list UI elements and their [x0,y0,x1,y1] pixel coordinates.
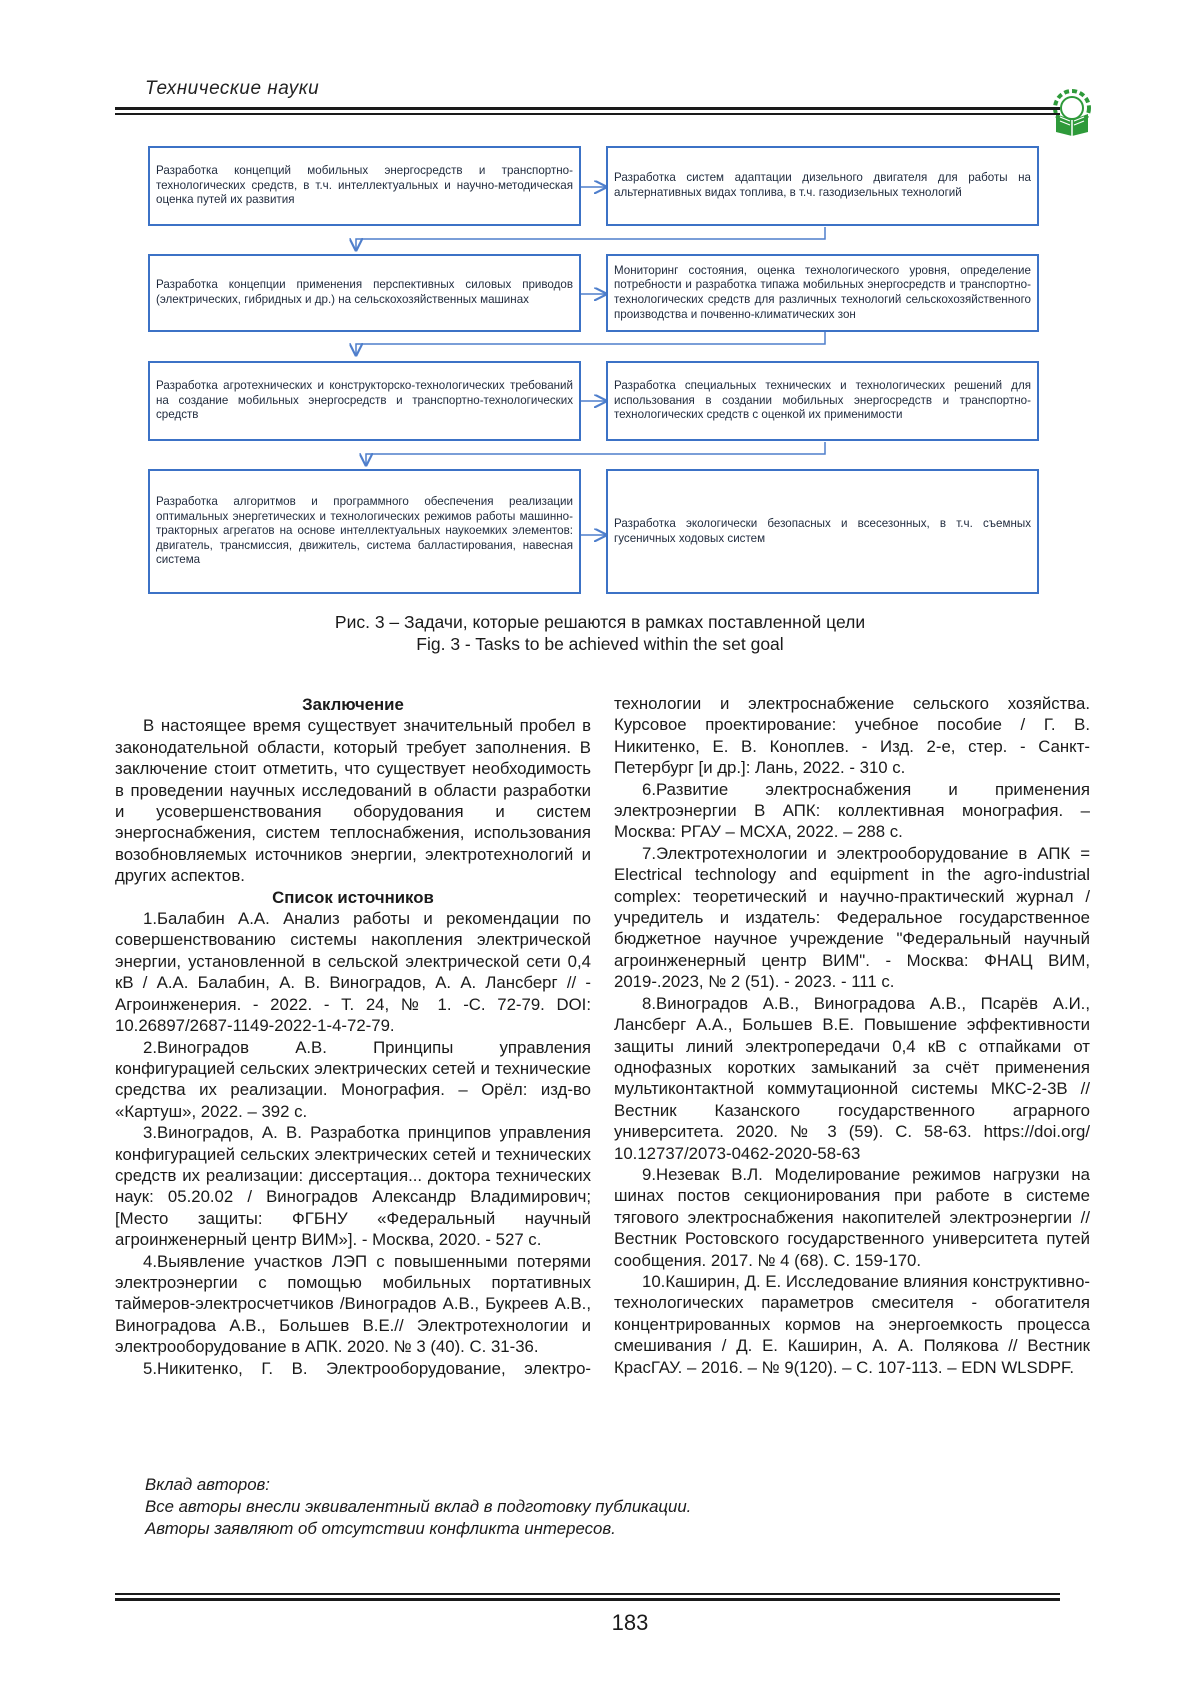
tasks-diagram [0,0,1200,620]
reference-item-5-end: технологии и электроснабжение сельского хозяйства. Курсовое проектирование: учебное пособие / Г. В. Никитенко, Е. В. Коноплев. - Изд. 2-е, стер. - Санкт-Петербург [и др.]: Лань, 2022. - 310 с. [614,694,1090,778]
connector-down-3 [366,442,825,465]
contribution-line-1: Все авторы внесли эквивалентный вклад в подготовку публикации. [145,1497,692,1516]
contribution-heading: Вклад авторов: [145,1475,270,1494]
figure-caption-ru: Рис. 3 – Задачи, которые решаются в рамках поставленной цели [334,612,866,632]
reference-item-8: 8.Виноградов А.В., Виноградова А.В., Псарёв А.И., Лансберг А.А., Большев В.Е. Повышение эффективности защиты линий электропередачи 0,4 кВ с отпайками от однофазных коротких замыканий за счёт применения мультиконтактной коммутационной системы МКС-2-3В // Вестник Казанского государственного аграрного университета. 2020. № 3 (59). С. 58-63. https://doi.org/ 10.12737/2073-0462-2020-58-63 [614,993,1090,1163]
task-box-3: Разработка концепции применения перспективных силовых приводов (электрических, гибридных и др.) на сельскохозяйственных машинах [148,254,581,332]
task-box-8: Разработка экологически безопасных и всесезонных, в т.ч. съемных гусеничных ходовых систем [606,469,1039,594]
connector-down-2 [356,332,825,355]
reference-item-10: 10.Каширин, Д. Е. Исследование влияния конструктивно-технологических параметров смесителя - обогатителя концентрированных кормов на энергоемкость процесса смешивания / Д. Е. Каширин, А. А. Полякова // Вестник КрасГАУ. – 2016. – № 9(120). – С. 107-113. – EDN WLSDPF. [614,1271,1090,1377]
reference-item-4: 4.Выявление участков ЛЭП с повышенными потерями электроэнергии с помощью мобильных портативных таймеров-электросчетчиков /Виноградов А.В., Букреев А.В., Виноградова А.В., Большев В.Е.// Электротехнологии и электрооборудование в АПК. 2020. № 3 (40). С. 31-36. [115,1251,591,1357]
left-column [115,694,591,1379]
right-column [614,693,1090,1378]
task-box-4: Мониторинг состояния, оценка технологического уровня, определение потребности и разработка типажа мобильных энергосредств и транспортно-технологических средств для различных технологий сельскохозяйственного производства и почвенно-климатических зон [606,254,1039,332]
contribution-line-2: Авторы заявляют об отсутствии конфликта интересов. [145,1519,616,1538]
connector-down-1 [356,227,825,250]
task-box-2: Разработка систем адаптации дизельного двигателя для работы на альтернативных видах топлива, в т.ч. газодизельных технологий [606,146,1039,226]
figure-caption-en: Fig. 3 - Tasks to be achieved within the set goal [416,634,784,654]
running-header: Технические науки [145,78,320,99]
page-number: 183 [611,1610,649,1635]
task-box-7: Разработка алгоритмов и программного обеспечения реализации оптимальных энергетических и технологических режимов работы машинно-тракторных агрегатов на основе интеллектуальных наукоемких элементов: двигатель, трансмиссия, движитель, система балластирования, навесная система [148,469,581,594]
footer-rule-thick [115,1598,1060,1601]
task-box-5: Разработка агротехнических и конструкторско-технологических требований на создание мобильных энергосредств и транспортно-технологических средств [148,361,581,441]
task-box-1: Разработка концепций мобильных энергосредств и транспортно-технологических средств, в т.ч. интеллектуальных и научно-методическая оценка путей их развития [148,146,581,226]
reference-item-3: 3.Виноградов, А. В. Разработка принципов управления конфигурацией сельских электрических сетей и технических средств их реализации: диссертация... доктора технических наук: 05.20.02 / Виноградов Александр Владимирович; [Место защиты: ФГБНУ «Федеральный научный агроинженерный центр ВИМ»]. - Москва, 2020. - 527 с. [115,1123,591,1250]
reference-item-2: 2.Виноградов А.В. Принципы управления конфигурацией сельских электрических сетей и технические средства их реализации. Монография. – Орёл: изд-во «Картуш», 2022. – 392 с. [115,1037,591,1121]
author-contribution [145,1474,691,1540]
footer-rule-thin [115,1593,1060,1595]
conclusion-heading: Заключение [302,695,404,714]
conclusion-text: В настоящее время существует значительный пробел в законодательной области, который требует заполнения. В заключение стоит отметить, что существует необходимость в проведении научных исследований в области разработки и усовершенствования оборудования и систем энергоснабжения, систем теплоснабжения, использования возобновляемых источников энергии, электротехнологий и других аспектов. [115,716,591,886]
reference-item-6: 6.Развитие электроснабжения и применения электроэнергии В АПК: коллективная монография. – Москва: РГАУ – МСХА, 2022. – 288 с. [614,779,1090,842]
reference-item-5-start: 5.Никитенко, Г. В. Электрооборудование, электро- [143,1358,591,1378]
reference-item-1: 1.Балабин А.А. Анализ работы и рекомендации по совершенствованию системы накопления электрической энергии, установленной в сельской электрической сети 0,4 кВ / А.А. Балабин, А. В. Виноградов, А. А. Лансберг // - Агроинженерия. - 2022. - Т. 24, № 1. -С. 72-79. DOI: 10.26897/2687-1149-2022-1-4-72-79. [115,909,591,1036]
task-box-6: Разработка специальных технических и технологических решений для использования в создании мобильных энергосредств и транспортно-технологических средств с оценкой их применимости [606,361,1039,441]
reference-item-7: 7.Электротехнологии и электрооборудование в АПК = Electrical technology and equipment in the agro-industrial complex: теоретический и научно-практический журнал / учредитель и издатель: Федеральное государственное бюджетное научное учреждение "Федеральный научный агроинженерный центр ВИМ". - Москва: ФНАЦ ВИМ, 2019-.2023, № 2 (51). - 2023. - 111 с. [614,843,1090,992]
reference-item-9: 9.Незевак В.Л. Моделирование режимов нагрузки на шинах постов секционирования при работе в системе тягового электроснабжения накопителей электроэнергии // Вестник Ростовского государственного университета путей сообщения. 2017. № 4 (68). С. 159-170. [614,1164,1090,1270]
references-heading: Список источников [272,887,434,907]
